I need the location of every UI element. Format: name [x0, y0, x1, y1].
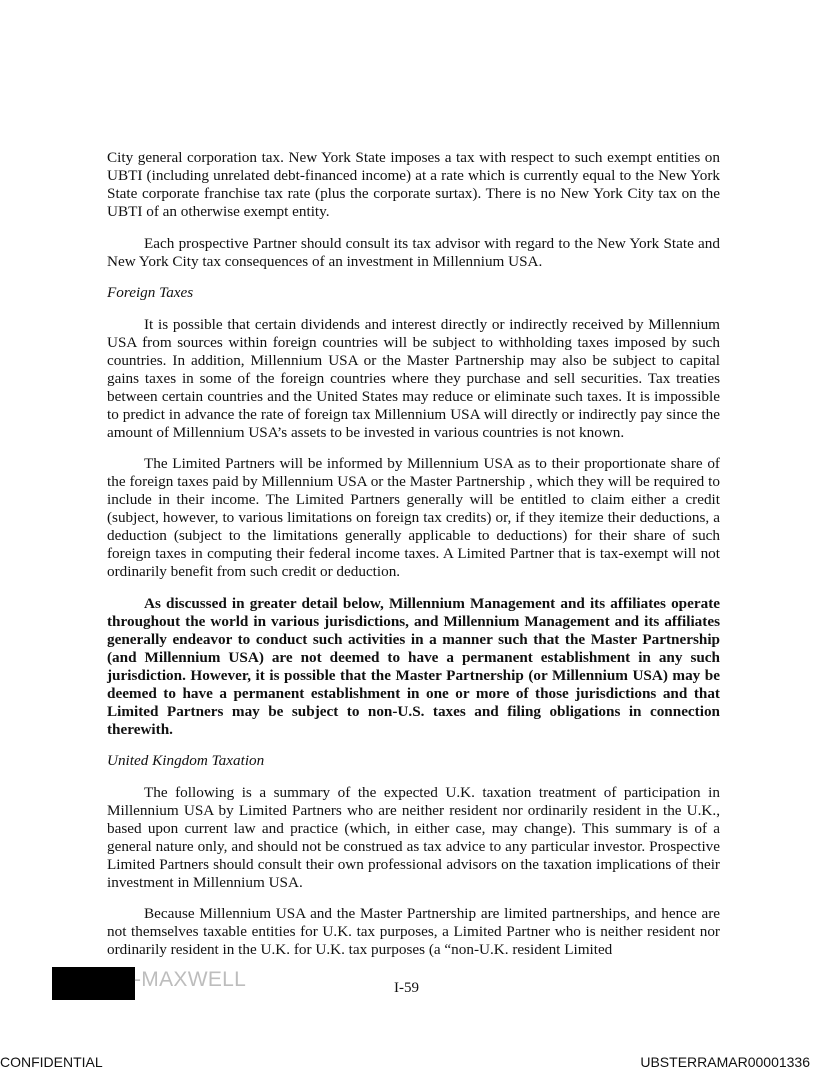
paragraph-limited-partnerships: Because Millennium USA and the Master Partnership are limited partnerships, and hence are not themselves taxable entities for U.K. tax purposes, a Limited Partner who is neither resident nor ordinarily resident in the U.K. for U.K. tax purposes (a “non-U.K. resident Limited [107, 905, 720, 958]
paragraph-nyc-tax: City general corporation tax. New York State imposes a tax with respect to such exempt entities on UBTI (including unrelated debt-financed income) at a rate which is currently equal to the New York State corporate franchise tax rate (plus the corporate surtax). There is no New York City tax on the UBTI of an otherwise exempt entity. [107, 149, 720, 220]
page-number: I-59 [394, 980, 419, 996]
document-body [107, 149, 720, 973]
bates-number: UBSTERRAMAR00001336 [640, 1054, 810, 1070]
paragraph-consult-advisor: Each prospective Partner should consult its tax advisor with regard to the New York State and New York City tax consequences of an investment in Millennium USA. [107, 234, 720, 270]
redaction-box [52, 967, 135, 1000]
section-heading-uk-taxation: United Kingdom Taxation [107, 752, 265, 769]
paragraph-uk-summary: The following is a summary of the expected U.K. taxation treatment of participation in Millennium USA by Limited Partners who are neither resident nor ordinarily resident in the U.K., based upon current law and practice (which, in either case, may change). This summary is of a general nature only, and should not be construed as tax advice to any particular investor. Prospective Limited Partners should consult their own professional advisors on the taxation implications of their investment in Millennium USA. [107, 783, 720, 891]
paragraph-withholding-taxes: It is possible that certain dividends and interest directly or indirectly received by Millennium USA from sources within foreign countries will be subject to withholding taxes imposed by such countries. In addition, Millennium USA or the Master Partnership may also be subject to capital gains taxes in some of the foreign countries where they purchase and sell securities. Tax treaties between certain countries and the United States may reduce or eliminate such taxes. It is impossible to predict in advance the rate of foreign tax Millennium USA will directly or indirectly pay since the amount of Millennium USA’s assets to be invested in various countries is not known. [107, 315, 720, 441]
confidential-label: CONFIDENTIAL [0, 1054, 103, 1070]
paragraph-foreign-tax-credit: The Limited Partners will be informed by Millennium USA as to their proportionate share of the foreign taxes paid by Millennium USA or the Master Partnership , which they will be required to include in their income. The Limited Partners generally will be entitled to claim either a credit (subject, however, to various limitations on foreign tax credits) or, if they itemize their deductions, a deduction (subject to the limitations generally applicable to deductions) for their share of such foreign taxes in computing their federal income taxes. A Limited Partner that is tax-exempt will not ordinarily benefit from such credit or deduction. [107, 455, 720, 580]
section-heading-foreign-taxes: Foreign Taxes [107, 284, 194, 301]
paragraph-permanent-establishment: As discussed in greater detail below, Millennium Management and its affiliates operate throughout the world in various jurisdictions, and Millennium Management and its affiliates generally endeavor to conduct such activities in a manner such that the Master Partnership (and Millennium USA) are not deemed to have a permanent establishment in any such jurisdiction. However, it is possible that the Master Partnership (or Millennium USA) may be deemed to have a permanent establishment in one or more of those jurisdictions and that Limited Partners may be subject to non-U.S. taxes and filing obligations in connection therewith. [107, 594, 720, 738]
maxwell-stamp: -MAXWELL [134, 968, 247, 991]
